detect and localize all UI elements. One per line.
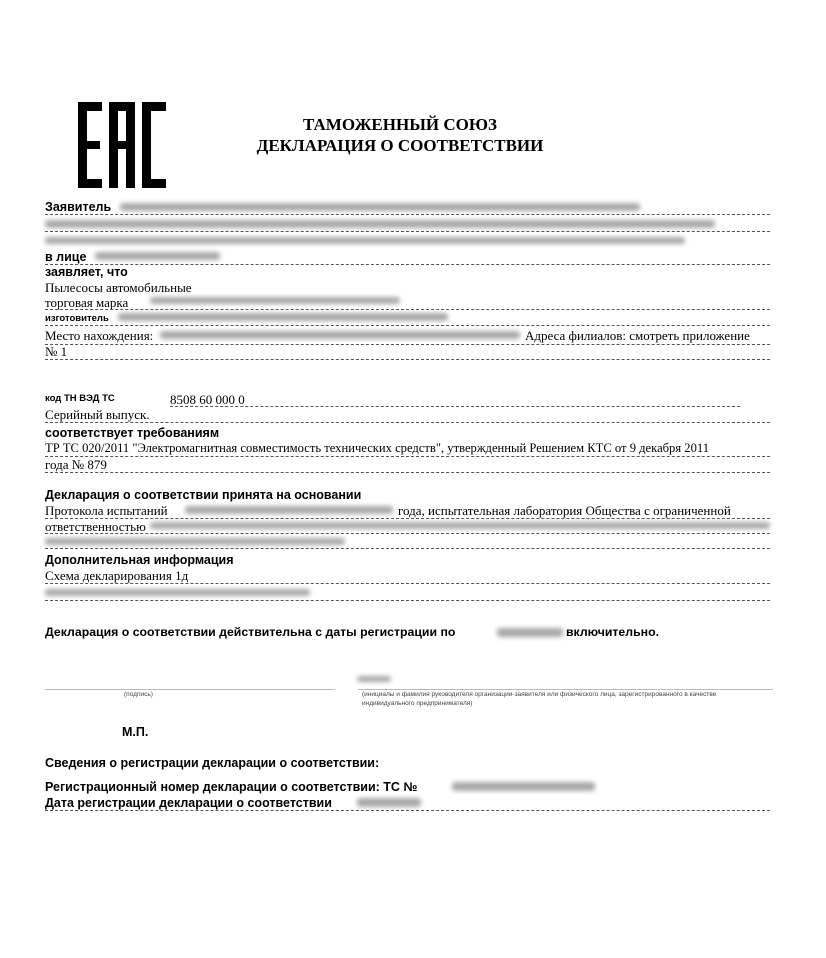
basis-line2: ответственностью bbox=[45, 519, 146, 534]
basis-label: Декларация о соответствии принята на основании bbox=[45, 488, 362, 502]
protocol-tail: года, испытательная лаборатория Общества с ограниченной bbox=[398, 503, 731, 518]
title-line-1: ТАМОЖЕННЫЙ СОЮЗ bbox=[303, 115, 497, 134]
registration-heading: Сведения о регистрации декларации о соответствии: bbox=[45, 756, 380, 770]
compliance-text-2: года № 879 bbox=[45, 457, 107, 472]
compliance-text-1: ТР ТС 020/2011 "Электромагнитная совместимость технических средств", утвержденный Решением КТС от 9 декабря 2011 bbox=[45, 441, 710, 455]
trademark-label: торговая марка bbox=[45, 295, 129, 310]
redacted-applicant bbox=[120, 203, 640, 211]
validity-suffix: включительно. bbox=[566, 625, 659, 639]
registration-number-label: Регистрационный номер декларации о соответствии: ТС № bbox=[45, 780, 418, 794]
title-line-2: ДЕКЛАРАЦИЯ О СООТВЕТСТВИИ bbox=[256, 136, 544, 155]
tnved-value: 8508 60 000 0 bbox=[170, 392, 245, 407]
redacted-registration-number bbox=[452, 782, 595, 791]
protocol-label: Протокола испытаний bbox=[45, 503, 168, 518]
represented-label: в лице bbox=[45, 250, 87, 264]
scheme-text: Схема декларирования 1д bbox=[45, 568, 189, 583]
redacted-representative bbox=[95, 252, 220, 260]
serial-label: Серийный выпуск. bbox=[45, 407, 150, 422]
registration-date-label: Дата регистрации декларации о соответствии bbox=[45, 796, 332, 810]
name-caption-1: (инициалы и фамилия руководителя организации-заявителя или физического лица, зарегистрированного в качестве bbox=[362, 691, 717, 698]
redacted-protocol bbox=[185, 506, 393, 514]
manufacturer-label: изготовитель bbox=[45, 313, 109, 324]
redacted-additional bbox=[45, 589, 310, 596]
redacted-applicant-3 bbox=[45, 237, 685, 244]
signature-scribble bbox=[357, 676, 391, 682]
redacted-manufacturer bbox=[118, 313, 448, 321]
validity-prefix: Декларация о соответствии действительна с даты регистрации по bbox=[45, 625, 456, 639]
eac-logo bbox=[78, 102, 166, 190]
redacted-validity-date bbox=[497, 628, 563, 637]
redacted-applicant-2 bbox=[45, 220, 715, 228]
compliance-label: соответствует требованиям bbox=[45, 426, 220, 440]
location-label: Место нахождения: bbox=[45, 328, 154, 343]
applicant-label: Заявитель bbox=[45, 200, 112, 214]
declares-label: заявляет, что bbox=[45, 265, 128, 279]
redacted-trademark bbox=[150, 297, 400, 304]
redacted-registration-date bbox=[357, 798, 421, 807]
signature-caption: (подпись) bbox=[124, 691, 153, 698]
branches-text-cont: № 1 bbox=[45, 344, 68, 359]
stamp-label: М.П. bbox=[122, 725, 149, 739]
redacted-laboratory-2 bbox=[45, 538, 345, 545]
product-name: Пылесосы автомобильные bbox=[45, 280, 192, 295]
additional-label: Дополнительная информация bbox=[45, 553, 234, 567]
redacted-location bbox=[160, 331, 520, 339]
tnved-label: код ТН ВЭД ТС bbox=[45, 393, 115, 404]
name-caption-2: индивидуального предпринимателя) bbox=[362, 700, 473, 707]
branches-text: Адреса филиалов: смотреть приложение bbox=[525, 328, 750, 343]
redacted-laboratory bbox=[150, 522, 770, 529]
